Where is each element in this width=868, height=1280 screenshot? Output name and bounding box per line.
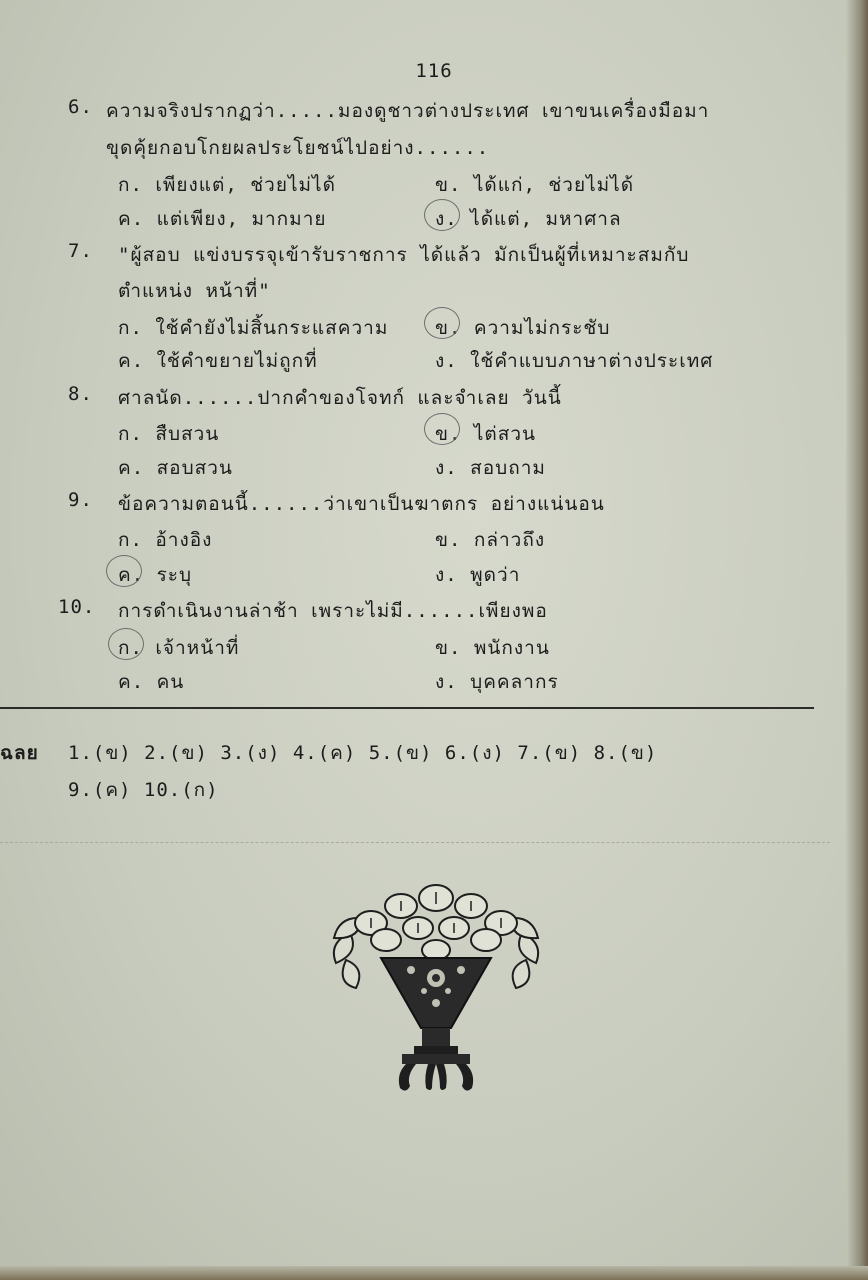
page-edge-bottom <box>0 1266 868 1280</box>
question-8-choice-b: ข. ไต่สวน <box>435 423 537 445</box>
answer-circle-10 <box>108 628 144 660</box>
question-6-choice-c: ค. แต่เพียง, มากมาย <box>118 208 327 230</box>
question-9-choice-d: ง. พูดว่า <box>435 564 521 586</box>
question-8-choice-c: ค. สอบสวน <box>118 457 233 479</box>
answer-key-label: ฉลย <box>0 742 39 764</box>
question-7-line-1: "ผู้สอบ แข่งบรรจุเข้ารับราชการ ได้แล้ว มักเป็นผู้ที่เหมาะสมกับ <box>118 244 690 266</box>
question-8-choice-d: ง. สอบถาม <box>435 457 546 479</box>
question-6-number: 6. <box>68 96 93 118</box>
answer-circle-7 <box>424 307 460 339</box>
question-9-line-1: ข้อความตอนนี้......ว่าเขาเป็นฆาตกร อย่างแน่นอน <box>118 493 605 515</box>
question-6-line-1: ความจริงปรากฏว่า.....มองดูชาวต่างประเทศ เขาขนเครื่องมือมา <box>106 100 710 122</box>
question-10-choice-d: ง. บุคคลากร <box>435 671 559 693</box>
question-10-choice-a: ก. เจ้าหน้าที่ <box>118 637 240 659</box>
question-6-choice-b: ข. ได้แก่, ช่วยไม่ได้ <box>435 174 635 196</box>
answer-circle-8 <box>424 413 460 445</box>
answer-key-line-1: 1.(ข) 2.(ข) 3.(ง) 4.(ค) 5.(ข) 6.(ง) 7.(ข) 8.(ข) <box>68 742 658 764</box>
question-7-choice-a: ก. ใช้คำยังไม่สิ้นกระแสความ <box>118 317 389 339</box>
question-8-number: 8. <box>68 383 93 405</box>
question-10-choice-c: ค. คน <box>118 671 185 693</box>
question-7-choice-d: ง. ใช้คำแบบภาษาต่างประเทศ <box>435 350 714 372</box>
question-10-number: 10. <box>58 596 96 618</box>
question-8-choice-a: ก. สืบสวน <box>118 423 220 445</box>
question-8-line-1: ศาลนัด......ปากคำของโจทก์ และจำเลย วันนี้ <box>118 387 562 409</box>
page-edge-right <box>846 0 868 1280</box>
question-9-choice-a: ก. อ้างอิง <box>118 529 213 551</box>
answer-circle-9 <box>106 555 142 587</box>
question-7-choice-c: ค. ใช้คำขยายไม่ถูกที่ <box>118 350 318 372</box>
question-10-line-1: การดำเนินงานล่าช้า เพราะไม่มี......เพียงพอ <box>118 600 548 622</box>
question-6-choice-d: ง. ได้แต่, มหาศาล <box>435 208 622 230</box>
question-6-choice-a: ก. เพียงแต่, ช่วยไม่ได้ <box>118 174 336 196</box>
answer-key-line-2: 9.(ค) 10.(ก) <box>68 779 219 801</box>
question-7-number: 7. <box>68 240 93 262</box>
faint-divider <box>0 842 830 843</box>
question-9-choice-b: ข. กล่าวถึง <box>435 529 546 551</box>
answer-circle-6 <box>424 199 460 231</box>
question-10-choice-b: ข. พนักงาน <box>435 637 550 659</box>
page-number: 116 <box>415 60 453 82</box>
question-6-line-2: ขุดคุ้ยกอบโกยผลประโยชน์ไปอย่าง...... <box>106 137 490 159</box>
flower-vase-ornament <box>326 878 546 1108</box>
divider-line <box>0 707 814 709</box>
question-7-line-2: ตำแหน่ง หน้าที่" <box>118 280 271 302</box>
question-7-choice-b: ข. ความไม่กระชับ <box>435 317 611 339</box>
question-9-choice-c: ค. ระบุ <box>118 564 193 586</box>
question-9-number: 9. <box>68 489 93 511</box>
